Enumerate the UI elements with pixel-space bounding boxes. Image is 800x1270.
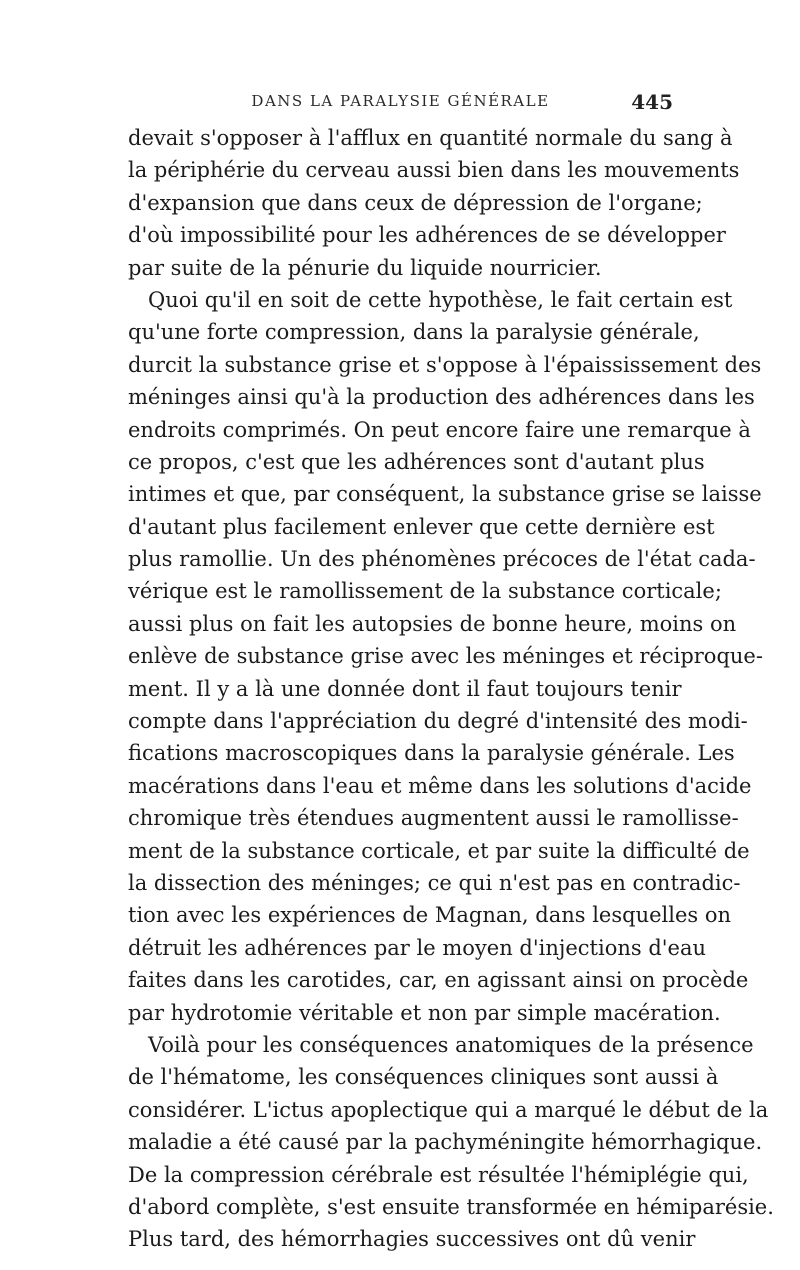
text-line: ment de la substance corticale, et par suite la difficulté de [128, 838, 750, 863]
text-line: durcit la substance grise et s'oppose à l'épaississement des [128, 352, 762, 377]
text-line: vérique est le ramollissement de la substance corticale; [128, 579, 722, 604]
text-line: qu'une forte compression, dans la paralysie générale, [128, 320, 700, 345]
text-line: méninges ainsi qu'à la production des adhérences dans les [128, 385, 755, 410]
text-line: d'autant plus facilement enlever que cette dernière est [128, 514, 715, 539]
text-line: la périphérie du cerveau aussi bien dans les mouvements [128, 158, 740, 183]
text-line: Plus tard, des hémorrhagies successives ont dû venir [128, 1227, 696, 1252]
text-line: par suite de la pénurie du liquide nourricier. [128, 255, 602, 280]
text-line: tion avec les expériences de Magnan, dans lesquelles on [128, 903, 732, 928]
text-line: d'abord complète, s'est ensuite transformée en hémiparésie. [128, 1194, 774, 1219]
text-line: détruit les adhérences par le moyen d'injections d'eau [128, 935, 707, 960]
text-line: intimes et que, par conséquent, la substance grise se laisse [128, 482, 762, 507]
text-line: enlève de substance grise avec les méninges et réciproque- [128, 644, 763, 669]
text-line: ce propos, c'est que les adhérences sont d'autant plus [128, 449, 705, 474]
text-line: la dissection des méninges; ce qui n'est pas en contradic- [128, 870, 741, 895]
page-number: 445 [631, 90, 673, 114]
text-line: d'expansion que dans ceux de dépression de l'organe; [128, 190, 703, 215]
text-line: par hydrotomie véritable et non par simple macération. [128, 1000, 721, 1025]
body-text [128, 122, 774, 1256]
text-line: aussi plus on fait les autopsies de bonne heure, moins on [128, 611, 737, 636]
text-line: fications macroscopiques dans la paralysie générale. Les [128, 741, 735, 766]
text-line: Voilà pour les conséquences anatomiques de la présence [148, 1032, 754, 1057]
text-line: d'où impossibilité pour les adhérences de se développer [128, 223, 726, 248]
text-line: plus ramollie. Un des phénomènes précoces de l'état cada- [128, 547, 756, 572]
text-line: ment. Il y a là une donnée dont il faut toujours tenir [128, 676, 682, 701]
text-line: maladie a été causé par la pachyméningite hémorrhagique. [128, 1130, 763, 1155]
text-line: faites dans les carotides, car, en agissant ainsi on procède [128, 968, 749, 993]
text-line: de l'hématome, les conséquences cliniques sont aussi à [128, 1065, 719, 1090]
text-line: compte dans l'appréciation du degré d'intensité des modi- [128, 709, 748, 734]
text-line: macérations dans l'eau et même dans les solutions d'acide [128, 773, 752, 798]
text-line: chromique très étendues augmentent aussi le ramollisse- [128, 806, 739, 831]
running-title: DANS LA PARALYSIE GÉNÉRALE [251, 92, 550, 110]
text-line: devait s'opposer à l'afflux en quantité normale du sang à [128, 126, 733, 150]
text-line: De la compression cérébrale est résultée l'hémiplégie qui, [128, 1162, 749, 1187]
text-line: endroits comprimés. On peut encore faire une remarque à [128, 417, 751, 442]
text-line: Quoi qu'il en soit de cette hypothèse, le fait certain est [148, 287, 733, 312]
text-line: considérer. L'ictus apoplectique qui a marqué le début de la [128, 1097, 769, 1122]
running-head [128, 90, 673, 116]
